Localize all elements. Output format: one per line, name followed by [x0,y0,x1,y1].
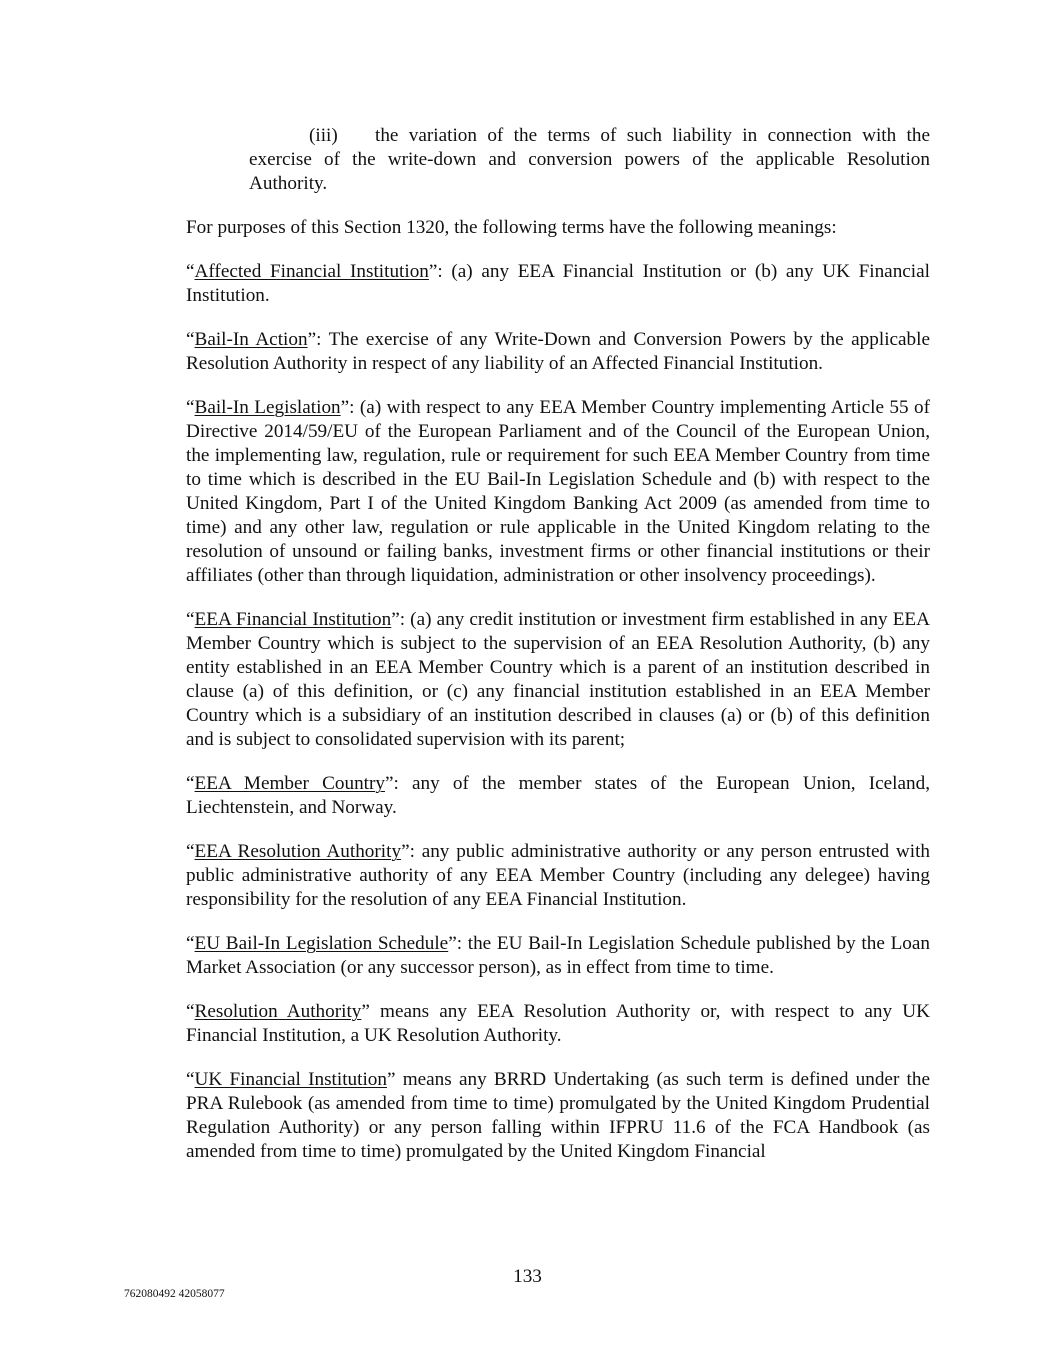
definition-uk-financial-institution [186,1068,930,1164]
open-quote: “ [186,841,195,862]
defined-term: EEA Member Country [194,773,385,794]
definition-eu-bail-in-legislation-schedule [186,932,930,980]
open-quote: “ [186,933,195,954]
definition-text: ”: The exercise of any Write-Down and Conversion Powers by the applicable Resolution Authority in respect of any liability of an Affected Financial Institution. [186,329,931,374]
page-number: 133 [513,1266,542,1287]
defined-term: Bail-In Legislation [194,397,341,418]
open-quote: “ [186,773,195,794]
open-quote: “ [186,1001,195,1022]
defined-term: UK Financial Institution [194,1069,387,1090]
definition-text: ”: (a) any EEA Financial Institution or (b) any UK Financial Institution. [186,261,930,306]
definition-text: ”: (a) any credit institution or investment firm established in any EEA Member Country which is subject to the supervision of an EEA Resolution Authority, (b) any entity established in an EEA Member Country which is a parent of an institution described in clause (a) of this definition, or (c) any financial institution established in an EEA Member Country which is a subsidiary of an institution described in clauses (a) or (b) of this definition and is subject to consolidated supervision with its parent; [186,609,930,750]
definition-text: ” means any EEA Resolution Authority or, with respect to any UK Financial Institution, a UK Resolution Authority. [186,1001,930,1046]
clause-iii-text: the variation of the terms of such liability in connection with the exercise of the write-down and conversion powers of the applicable Resolution Authority. [249,125,930,194]
open-quote: “ [186,1069,195,1090]
document-id: 762080492 42058077 [124,1288,225,1300]
definition-eea-resolution-authority [186,840,930,912]
defined-term: EEA Financial Institution [194,609,392,630]
open-quote: “ [186,329,195,350]
open-quote: “ [186,397,195,418]
clause-iii-label: (iii) [309,125,338,146]
definition-eea-financial-institution [186,608,930,752]
definition-text: ”: any of the member states of the European Union, Iceland, Liechtenstein, and Norway. [186,773,930,818]
open-quote: “ [186,261,195,282]
definition-text: ”: (a) with respect to any EEA Member Country implementing Article 55 of Directive 2014/59/EU of the European Parliament and of the Council of the European Union, the implementing law, regulation, rule or requirement for such EEA Member Country from time to time which is described in the EU Bail-In Legislation Schedule and (b) with respect to the United Kingdom, Part I of the United Kingdom Banking Act 2009 (as amended from time to time) and any other law, regulation or rule applicable in the United Kingdom relating to the resolution of unsound or failing banks, investment firms or other financial institutions or their affiliates (other than through liquidation, administration or other insolvency proceedings). [186,397,930,586]
definition-text: ”: the EU Bail-In Legislation Schedule published by the Loan Market Association (or any successor person), as in effect from time to time. [186,933,930,978]
defined-term: EEA Resolution Authority [194,841,402,862]
definition-text: ”: any public administrative authority or any person entrusted with public administrative authority of any EEA Member Country (including any delegee) having responsibility for the resolution of any EEA Financial Institution. [186,841,930,910]
page-body [186,124,930,1184]
definitions-intro: For purposes of this Section 1320, the following terms have the following meanings: [186,217,837,238]
definition-eea-member-country [186,772,930,820]
definition-text: ” means any BRRD Undertaking (as such term is defined under the PRA Rulebook (as amended from time to time) promulgated by the United Kingdom Prudential Regulation Authority) or any person falling within IFPRU 11.6 of the FCA Handbook (as amended from time to time) promulgated by the United Kingdom Financial [186,1069,930,1162]
defined-term: Affected Financial Institution [194,261,429,282]
defined-term: EU Bail-In Legislation Schedule [194,933,449,954]
defined-term: Bail-In Action [194,329,308,350]
definition-bail-in-legislation [186,396,930,588]
defined-term: Resolution Authority [194,1001,362,1022]
definition-bail-in-action [186,328,930,376]
open-quote: “ [186,609,195,630]
clause-iii [249,124,930,196]
definition-affected-financial-institution [186,260,930,308]
definition-resolution-authority [186,1000,930,1048]
